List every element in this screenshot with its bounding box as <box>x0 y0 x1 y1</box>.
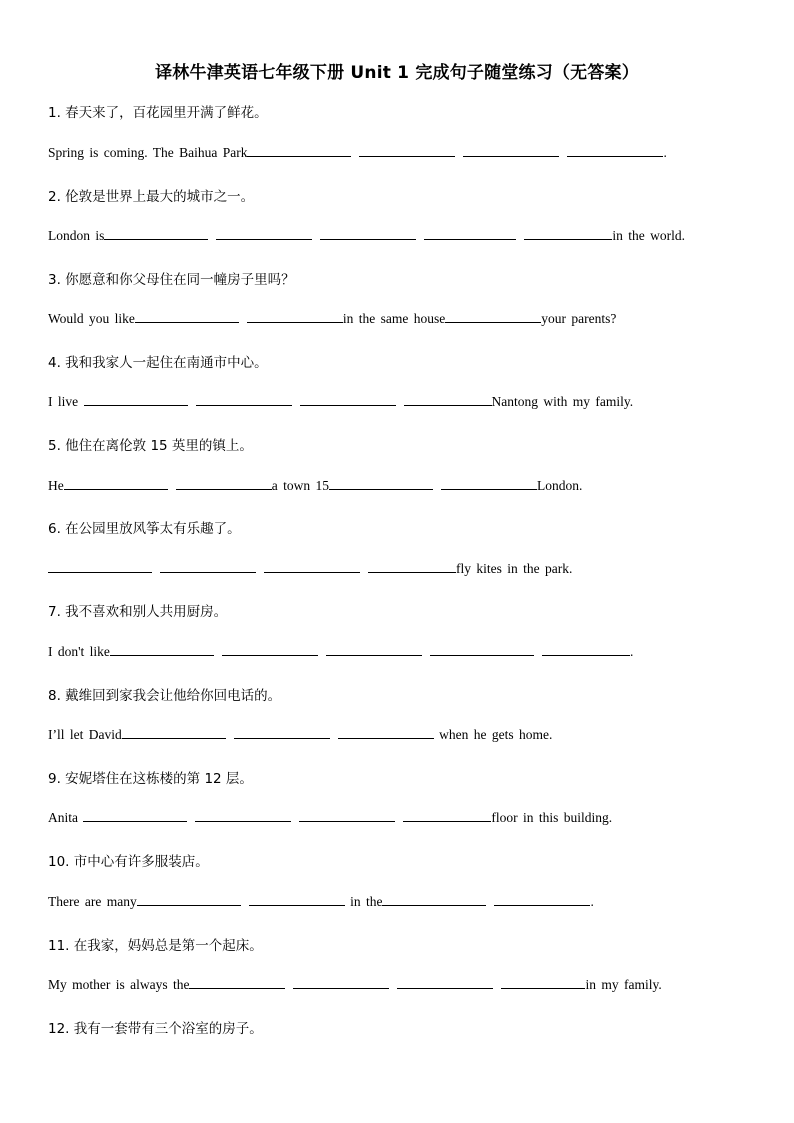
answer-blank[interactable] <box>430 644 534 656</box>
answer-blank[interactable] <box>293 977 389 989</box>
answer-blank[interactable] <box>222 644 318 656</box>
answer-blank[interactable] <box>300 394 396 406</box>
question-5-text-1: He <box>48 478 64 493</box>
answer-blank[interactable] <box>48 561 152 573</box>
question-6-sentence <box>48 561 572 577</box>
answer-blank[interactable] <box>524 228 612 240</box>
answer-blank[interactable] <box>104 228 208 240</box>
question-2-sentence <box>48 228 685 244</box>
question-1-text-1: Spring is coming. The Baihua Park <box>48 145 248 160</box>
answer-blank[interactable] <box>445 311 541 323</box>
answer-blank[interactable] <box>424 228 516 240</box>
answer-blank[interactable] <box>196 394 292 406</box>
question-11-sentence <box>48 977 662 993</box>
answer-blank[interactable] <box>567 145 663 157</box>
answer-blank[interactable] <box>382 894 486 906</box>
answer-blank[interactable] <box>403 810 491 822</box>
question-5-text-3: London. <box>537 478 583 493</box>
answer-blank[interactable] <box>320 228 416 240</box>
question-9-text-2: floor in this building. <box>491 810 613 825</box>
question-1-sentence <box>48 145 667 161</box>
question-5-sentence <box>48 478 582 494</box>
question-8-prompt: 8. 戴维回到家我会让他给你回电话的。 <box>48 688 282 704</box>
answer-blank[interactable] <box>234 727 330 739</box>
answer-blank[interactable] <box>264 561 360 573</box>
question-1-text-3: . <box>663 145 667 160</box>
question-11-text-2: in my family. <box>585 977 662 992</box>
answer-blank[interactable] <box>83 810 187 822</box>
answer-blank[interactable] <box>247 145 351 157</box>
question-9-text-1: Anita <box>48 810 78 825</box>
answer-blank[interactable] <box>501 977 585 989</box>
question-4-text-1: I live <box>48 394 79 409</box>
question-9-prompt: 9. 安妮塔住在这栋楼的第 12 层。 <box>48 771 253 787</box>
question-6-text-2: fly kites in the park. <box>456 561 573 576</box>
answer-blank[interactable] <box>135 311 239 323</box>
question-3-sentence <box>48 311 616 327</box>
answer-blank[interactable] <box>176 478 272 490</box>
question-10-text-1: There are many <box>48 894 137 909</box>
answer-blank[interactable] <box>542 644 630 656</box>
question-6-prompt: 6. 在公园里放风筝太有乐趣了。 <box>48 521 241 537</box>
question-1-prompt: 1. 春天来了，百花园里开满了鲜花。 <box>48 105 268 121</box>
answer-blank[interactable] <box>249 894 345 906</box>
answer-blank[interactable] <box>463 145 559 157</box>
question-8-sentence <box>48 727 552 743</box>
page-title: 译林牛津英语七年级下册 Unit 1 完成句子随堂练习（无答案） <box>155 63 639 83</box>
answer-blank[interactable] <box>326 644 422 656</box>
question-11-text-1: My mother is always the <box>48 977 190 992</box>
question-2-text-1: London is <box>48 228 105 243</box>
answer-blank[interactable] <box>494 894 590 906</box>
answer-blank[interactable] <box>195 810 291 822</box>
question-8-text-1: I’ll let David <box>48 727 122 742</box>
answer-blank[interactable] <box>397 977 493 989</box>
answer-blank[interactable] <box>110 644 214 656</box>
answer-blank[interactable] <box>404 394 492 406</box>
question-7-text-2: . <box>629 644 634 659</box>
question-4-sentence <box>48 394 633 410</box>
answer-blank[interactable] <box>189 977 285 989</box>
question-8-text-2: when he gets home. <box>433 727 553 742</box>
answer-blank[interactable] <box>368 561 456 573</box>
question-10-text-2: in the <box>344 894 383 909</box>
question-3-text-2: in the same house <box>342 311 446 326</box>
answer-blank[interactable] <box>64 478 168 490</box>
answer-blank[interactable] <box>84 394 188 406</box>
answer-blank[interactable] <box>359 145 455 157</box>
question-2-prompt: 2. 伦敦是世界上最大的城市之一。 <box>48 189 255 205</box>
answer-blank[interactable] <box>338 727 434 739</box>
question-7-text-1: I don't like <box>48 644 110 659</box>
question-3-text-1: Would you like <box>48 311 135 326</box>
answer-blank[interactable] <box>137 894 241 906</box>
answer-blank[interactable] <box>160 561 256 573</box>
question-10-text-3: . <box>590 894 594 909</box>
answer-blank[interactable] <box>329 478 433 490</box>
question-2-text-2: in the world. <box>612 228 686 243</box>
question-12-prompt: 12. 我有一套带有三个浴室的房子。 <box>48 1021 263 1037</box>
question-7-sentence <box>48 644 633 660</box>
answer-blank[interactable] <box>299 810 395 822</box>
question-10-prompt: 10. 市中心有许多服装店。 <box>48 854 209 870</box>
answer-blank[interactable] <box>122 727 226 739</box>
answer-blank[interactable] <box>441 478 537 490</box>
question-11-prompt: 11. 在我家，妈妈总是第一个起床。 <box>48 938 263 954</box>
question-9-sentence <box>48 810 612 826</box>
answer-blank[interactable] <box>247 311 343 323</box>
question-7-prompt: 7. 我不喜欢和别人共用厨房。 <box>48 604 228 620</box>
question-5-prompt: 5. 他住在离伦敦 15 英里的镇上。 <box>48 438 253 454</box>
question-4-text-2: Nantong with my family. <box>491 394 634 409</box>
question-4-prompt: 4. 我和我家人一起住在南通市中心。 <box>48 355 268 371</box>
answer-blank[interactable] <box>216 228 312 240</box>
question-3-prompt: 3. 你愿意和你父母住在同一幢房子里吗？ <box>48 272 295 288</box>
question-3-text-3: your parents? <box>541 311 617 326</box>
question-10-sentence <box>48 894 594 910</box>
question-5-text-2: a town 15 <box>271 478 329 493</box>
